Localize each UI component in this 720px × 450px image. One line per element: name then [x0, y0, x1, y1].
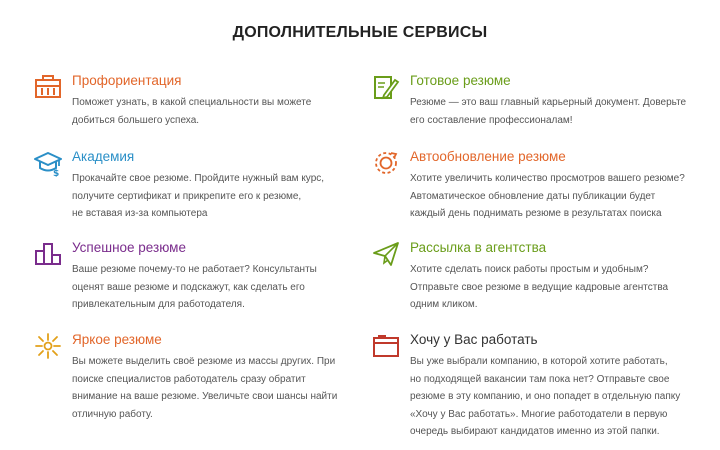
service-title[interactable]: Готовое резюме	[410, 73, 511, 88]
service-title[interactable]: Академия	[72, 149, 135, 164]
service-title[interactable]: Яркое резюме	[72, 332, 162, 347]
service-title[interactable]: Автообновление резюме	[410, 149, 566, 164]
graduation-cap-icon	[34, 149, 62, 177]
sparkle-icon	[34, 332, 62, 360]
folder-icon	[372, 332, 400, 360]
service-title[interactable]: Хочу у Вас работать	[410, 332, 538, 347]
service-description: Вы можете выделить своё резюме из массы других. При поиске специалистов работодатель сразу обратит внимание на ваше резюме. Увеличьте свои шансы найти отличную работу.	[72, 356, 338, 420]
paper-plane-icon	[372, 240, 400, 268]
service-title[interactable]: Успешное резюме	[72, 240, 186, 255]
briefcase-icon	[34, 73, 62, 101]
svg-text:$: $	[53, 169, 60, 177]
refresh-icon	[372, 149, 400, 177]
podium-icon	[34, 240, 62, 268]
service-title[interactable]: Рассылка в агентства	[410, 240, 547, 255]
service-description: Резюме — это ваш главный карьерный документ. Доверьте его составление профессионалам!	[410, 97, 687, 126]
service-description: Ваше резюме почему-то не работает? Консультанты оценят ваше резюме и подскажут, как сделать его привлекательным для работодателя.	[72, 264, 317, 310]
service-description: Прокачайте свое резюме. Пройдите нужный вам курс, получите сертификат и прикрепите его к резюме, не вставая из-за компьютера	[72, 173, 325, 219]
page-title: ДОПОЛНИТЕЛЬНЫЕ СЕРВИСЫ	[232, 24, 488, 41]
service-description: Хотите сделать поиск работы простым и удобным? Отправьте свое резюме в ведущие кадровые агентства одним кликом.	[410, 264, 669, 310]
service-title[interactable]: Профориентация	[72, 73, 182, 88]
service-description: Хотите увеличить количество просмотров вашего резюме? Автоматическое обновление даты публикации будет каждый день поднимать резюме в результатах поиска	[410, 173, 685, 219]
service-description: Поможет узнать, в какой специальности вы можете добиться большего успеха.	[72, 97, 312, 126]
document-pen-icon	[372, 73, 400, 101]
service-description: Вы уже выбрали компанию, в которой хотите работать, но подходящей вакансии там пока нет? Отправьте свое резюме в эту компанию, и оно попадет в отдельную папку «Хочу у Вас работать». Многие работодатели в первую очередь выбирают кандидатов именно из этой папки.	[410, 356, 681, 437]
